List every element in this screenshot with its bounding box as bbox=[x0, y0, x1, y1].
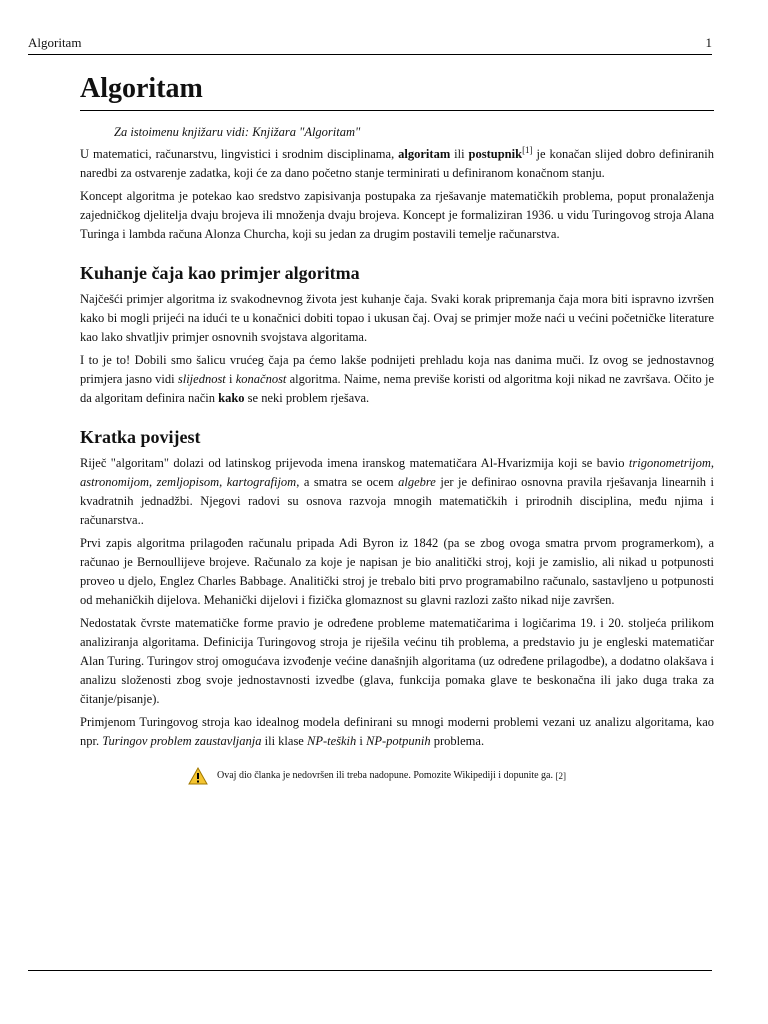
page-number: 1 bbox=[705, 35, 712, 50]
italic-term: trigonometrijom bbox=[628, 456, 711, 470]
text-run: Primjenom Turingovog stroja kao idealnog modela definirani su mnogi moderni problemi vezani uz analizu algoritama, kao npr. bbox=[80, 715, 714, 748]
hatnote: Za istoimenu knjižaru vidi: Knjižara "Algoritam" bbox=[114, 125, 361, 139]
italic-term: slijednost bbox=[177, 372, 226, 386]
text-run: algoritma. Naime, nema previše koristi od algoritma koji nikad ne završava. Očito je da algoritam definira način bbox=[80, 372, 714, 405]
text-run: , bbox=[219, 475, 227, 489]
italic-term: algebre bbox=[398, 475, 436, 489]
reference-1[interactable]: [1] bbox=[522, 144, 533, 155]
text-run: i bbox=[225, 372, 236, 386]
history-paragraph-1 bbox=[80, 454, 714, 530]
running-header bbox=[28, 34, 712, 55]
text-run: Riječ "algoritam" dolazi od latinskog prijevoda imena iranskog matematičara Al-Hvarizmija koji se bavio bbox=[80, 456, 629, 470]
text-run: problema. bbox=[430, 734, 485, 748]
text-run: I to je to! Dobili smo šalicu vrućeg čaja pa ćemo lakše podnijeti prehladu koja nas danima muči. Iz ovog se jednostavnog primjera jasno vidi bbox=[80, 353, 714, 386]
italic-term: astronomijom bbox=[80, 475, 149, 489]
italic-term: NP-teških bbox=[306, 734, 357, 748]
text-run: jer je definirao osnovna pravila rješavanja linearnih i kvadratnih jednadžbi. Njegovi radovi su osnova razvoja mnogih matematičkih i prirodnih disciplina, među njima i računarstva.. bbox=[80, 475, 715, 527]
stub-text: Ovaj dio članka je nedovršen ili treba nadopune. Pomozite Wikipediji i dopunite ga. bbox=[217, 770, 553, 781]
text-run: i bbox=[356, 734, 367, 748]
text-run: ili klase bbox=[261, 734, 307, 748]
italic-term: NP-potpunih bbox=[366, 734, 431, 748]
text-run: U matematici, računarstvu, lingvistici i srodnim disciplinama, bbox=[80, 147, 399, 161]
header-title: Algoritam bbox=[28, 35, 82, 50]
italic-term: zemljopisom bbox=[156, 475, 220, 489]
page-title: Algoritam bbox=[80, 70, 714, 111]
intro-paragraph-2: Koncept algoritma je potekao kao sredstvo zapisivanja postupaka za rješavanje matematičkih problema, poput pronalaženja zajedničkog djelitelja dvaju brojeva ili množenja dvaju brojeva. Koncept je formaliziran 1936. u vidu Turingovog stroja Alana Turinga i lambda računa Alonza Churcha, koji su jedan za drugim postavili temelje računarstva. bbox=[80, 189, 714, 241]
tea-paragraph-1: Najčešći primjer algoritma iz svakodnevnog života jest kuhanje čaja. Svaki korak pripremanja čaja mora biti ispravno izvršen kako bi mogli prijeći na idući te u konačnici dobiti topao i ukusan čaj. Ovaj se primjer može naći u većini početničke literature kao lako shvatljiv primjer osnovnih svojstava algoritama. bbox=[80, 292, 714, 344]
footer-rule bbox=[28, 970, 712, 971]
italic-term: Turingov problem zaustavljanja bbox=[102, 734, 262, 748]
bold-term-postupnik: postupnik bbox=[468, 147, 523, 161]
section-heading-tea: Kuhanje čaja kao primjer algoritma bbox=[80, 263, 360, 283]
bold-term: kako bbox=[218, 391, 245, 405]
text-run: ili bbox=[450, 147, 469, 161]
history-paragraph-4 bbox=[80, 713, 714, 751]
text-run: , a smatra se ocem bbox=[296, 475, 399, 489]
history-paragraph-3: Nedostatak čvrste matematičke forme pravio je određene probleme matematičarima i logičarima 19. i 20. stoljeća prilikom analiziranja algoritama. Definicija Turingovog stroja je riješila većinu tih problema, a predstavio ju je engleski matematičar Alan Turing. Turingov stroj omogućava izvođenje većine današnjih algoritama (uz određene prilagodbe), a dodatno olakšava i analizu složenosti zbog svoje jednostavnosti izvedbe (glava, funkcija pomaka glave te beskonačna ili jako duga traka za čitanje/pisanje). bbox=[80, 616, 714, 706]
bold-term-algoritam: algoritam bbox=[398, 147, 451, 161]
tea-paragraph-2 bbox=[80, 351, 714, 408]
stub-notice: Ovaj dio članka je nedovršen ili treba nadopune. Pomozite Wikipediji i dopunite ga. [2] bbox=[188, 767, 714, 785]
intro-paragraph-1 bbox=[80, 145, 714, 183]
article-body bbox=[80, 70, 714, 785]
history-paragraph-2: Prvi zapis algoritma prilagođen računalu pripada Adi Byron iz 1842 (pa se zbog ovoga smatra prvom programerkom), a računao je Bernoullijeve brojeve. Računalo za koje je napisan je bio analitički stroj, koji je zamislio, ali nikad u potpunosti proveo u djelo, Englez Charles Babbage. Analitički stroj je trebalo biti prvo programabilno računalo, sastavljeno u potpunosti od mehaničkih dijelova. Mehanički dijelovi i fizička glomaznost su glavni razlozi zašto nikad nije završen. bbox=[80, 536, 714, 607]
text-run: je konačan slijed dobro definiranih naredbi za ostvarenje zadatka, koji će za dano početno stanje terminirati u definiranom konačnom stanju. bbox=[80, 147, 715, 180]
italic-term: konačnost bbox=[235, 372, 287, 386]
warning-icon bbox=[188, 767, 208, 785]
text-run: se neki problem rješava. bbox=[244, 391, 370, 405]
italic-term: kartografijom bbox=[226, 475, 297, 489]
section-heading-history: Kratka povijest bbox=[80, 427, 201, 447]
text-run: , bbox=[710, 456, 714, 470]
text-run: , bbox=[149, 475, 157, 489]
